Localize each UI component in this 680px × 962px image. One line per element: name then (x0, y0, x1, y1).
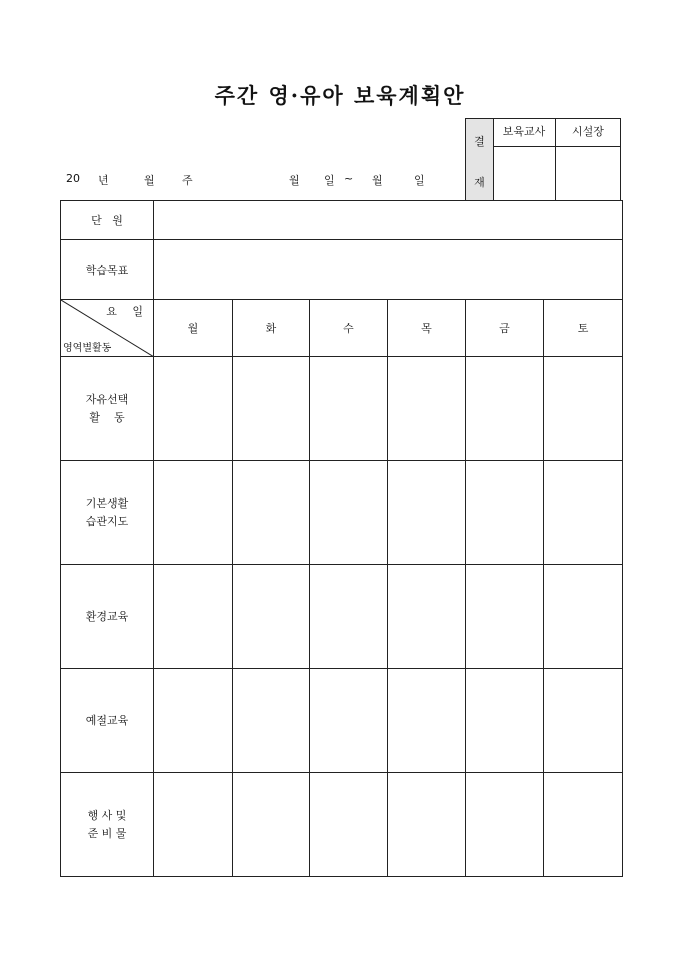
day-tue: 화 (233, 300, 310, 357)
approval-jae: 재 (474, 176, 485, 189)
activity-row (61, 461, 623, 565)
plan-cell[interactable] (310, 565, 388, 669)
plan-cell[interactable] (466, 669, 544, 773)
activity-row (61, 669, 623, 773)
unit-input[interactable] (154, 201, 623, 240)
plan-cell[interactable] (310, 669, 388, 773)
plan-cell[interactable] (233, 357, 310, 461)
plan-cell[interactable] (154, 357, 233, 461)
to-day-unit: 일 (414, 174, 425, 187)
day-wed: 수 (310, 300, 388, 357)
week-unit: 주 (182, 174, 193, 187)
plan-cell[interactable] (388, 461, 466, 565)
activity-label (61, 773, 154, 877)
plan-cell[interactable] (233, 669, 310, 773)
plan-cell[interactable] (154, 669, 233, 773)
plan-table (60, 200, 623, 877)
plan-cell[interactable] (154, 565, 233, 669)
yoil-label: 요 일 (106, 305, 149, 318)
year-prefix: 20 (66, 172, 80, 185)
approval-gyeol: 결 (474, 135, 485, 148)
activity-label-line1: 기본생활 (85, 496, 129, 510)
to-month-unit: 월 (372, 174, 383, 187)
teacher-sign-cell[interactable] (493, 119, 556, 200)
plan-cell[interactable] (466, 461, 544, 565)
director-sign-cell[interactable] (556, 119, 620, 200)
plan-cell[interactable] (388, 357, 466, 461)
from-month-unit: 월 (289, 174, 300, 187)
goal-input[interactable] (154, 240, 623, 300)
teacher-header: 보육교사 (493, 119, 555, 147)
plan-cell[interactable] (544, 357, 623, 461)
day-fri: 금 (466, 300, 544, 357)
activity-label (61, 669, 154, 773)
director-header: 시설장 (556, 119, 620, 147)
header-diagonal-cell (61, 300, 154, 357)
plan-cell[interactable] (310, 773, 388, 877)
day-sat: 토 (544, 300, 623, 357)
plan-cell[interactable] (154, 461, 233, 565)
plan-cell[interactable] (544, 565, 623, 669)
approval-box (465, 118, 621, 201)
plan-cell[interactable] (310, 357, 388, 461)
from-day-unit: 일 (324, 174, 335, 187)
area-label: 영역별활동 (63, 343, 112, 354)
activity-row (61, 773, 623, 877)
plan-cell[interactable] (233, 461, 310, 565)
activity-label-line2: 준 비 물 (87, 826, 127, 840)
activity-label-line1: 예절교육 (85, 713, 129, 727)
activity-label (61, 461, 154, 565)
plan-cell[interactable] (544, 461, 623, 565)
activity-label (61, 565, 154, 669)
plan-cell[interactable] (544, 773, 623, 877)
plan-cell[interactable] (388, 773, 466, 877)
activity-label-line1: 환경교육 (85, 609, 129, 623)
plan-cell[interactable] (466, 565, 544, 669)
plan-cell[interactable] (310, 461, 388, 565)
activity-label (61, 357, 154, 461)
activity-row (61, 357, 623, 461)
month-unit: 월 (144, 174, 155, 187)
page-title: 주간 영·유아 보육계획안 (214, 83, 466, 108)
day-thu: 목 (388, 300, 466, 357)
plan-cell[interactable] (233, 565, 310, 669)
approval-label (466, 119, 494, 200)
activity-label-line1: 자유선택 (85, 392, 129, 406)
plan-cell[interactable] (388, 669, 466, 773)
plan-cell[interactable] (544, 669, 623, 773)
activity-row (61, 565, 623, 669)
plan-cell[interactable] (466, 357, 544, 461)
activity-label-line1: 행 사 및 (87, 808, 127, 822)
plan-cell[interactable] (154, 773, 233, 877)
plan-cell[interactable] (388, 565, 466, 669)
goal-label: 학습목표 (61, 240, 154, 300)
year-unit: 년 (98, 174, 109, 187)
unit-label: 단 원 (61, 201, 154, 240)
plan-cell[interactable] (466, 773, 544, 877)
day-mon: 월 (154, 300, 233, 357)
tilde: ~ (344, 172, 354, 185)
plan-cell[interactable] (233, 773, 310, 877)
activity-label-line2: 활 동 (89, 410, 125, 424)
activity-label-line2: 습관지도 (85, 514, 129, 528)
